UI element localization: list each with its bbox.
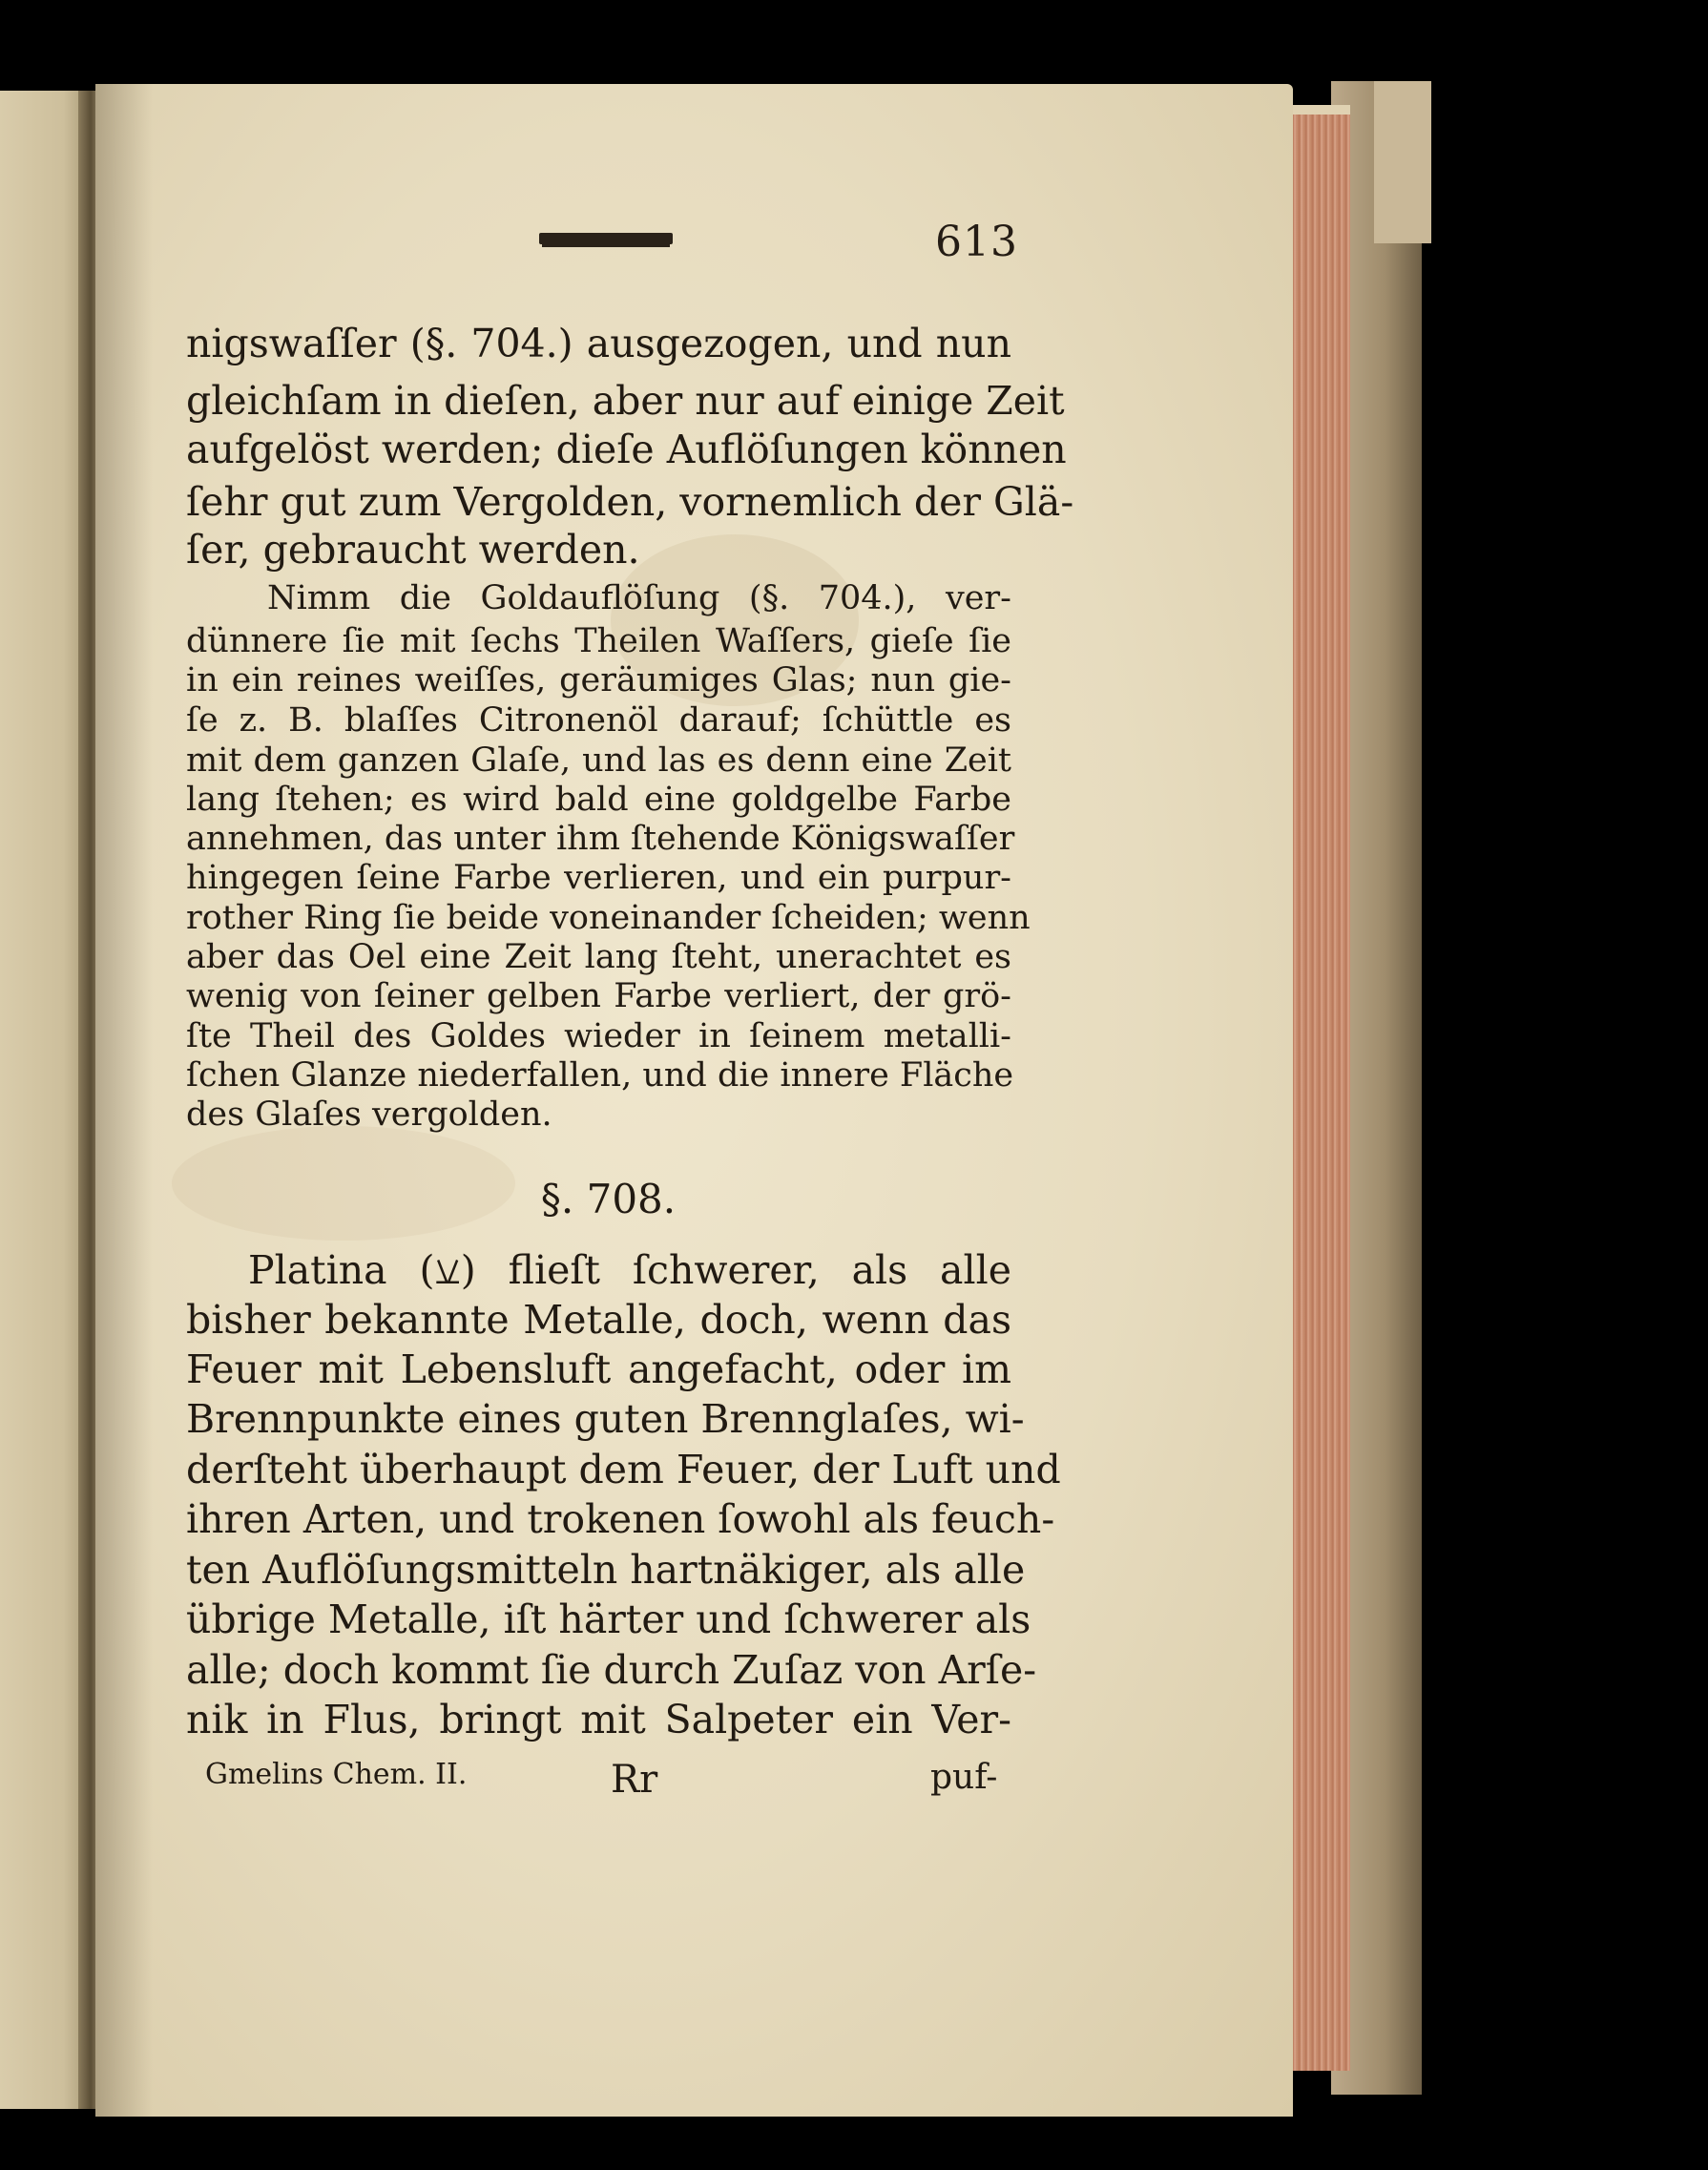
text-line: ten Auflöſungsmitteln hartnäkiger, als alle: [186, 1547, 1026, 1593]
signature-mark: Rr: [611, 1758, 658, 1802]
text-line: mit dem ganzen Glaſe, und las es denn eine Zeit: [186, 741, 1011, 780]
text-line: Feuer mit Lebensluft angefacht, oder im: [186, 1346, 1011, 1392]
text-line: ſer, gebraucht werden.: [186, 527, 640, 573]
text-line: ihren Arten, und trokenen ſowohl als feuch-: [186, 1496, 1055, 1542]
gutter-shadow: [95, 84, 153, 2117]
text-line: aufgelöst werden; dieſe Auflöſungen können: [186, 427, 1067, 472]
text-line: nigswaſſer (§. 704.) ausgezogen, und nun: [186, 321, 1011, 366]
text-line: ſte Theil des Goldes wieder in ſeinem metalli-: [186, 1017, 1011, 1055]
page-number: 613: [935, 218, 1018, 266]
text-line: gleichſam in dieſen, aber nur auf einige Zeit: [186, 378, 1065, 424]
header-ornament-rule: [539, 233, 673, 244]
text-line: rother Ring ſie beide voneinander ſcheiden; wenn: [186, 899, 1031, 937]
text-line: bisher bekannte Metalle, doch, wenn das: [186, 1297, 1011, 1343]
text-line: des Glaſes vergolden.: [186, 1095, 552, 1134]
text-line: in ein reines weiſſes, geräumiges Glas; nun gie-: [186, 661, 1011, 699]
text-line: aber das Oel eine Zeit lang ſteht, unerachtet es: [186, 938, 1011, 976]
text-line: hingegen ſeine Farbe verlieren, und ein purpur-: [186, 859, 1011, 897]
text-line: lang ſtehen; es wird bald eine goldgelbe Farbe: [186, 781, 1011, 819]
text-line: dünnere ſie mit ſechs Theilen Waſſers, gieſe ſie: [186, 622, 1011, 660]
text-line: ſe z. B. blaſſes Citronenöl darauf; ſchüttle es: [186, 701, 1011, 740]
text-line: nik in Flus, bringt mit Salpeter ein Ver-: [186, 1697, 1011, 1742]
text-line: annehmen, das unter ihm ſtehende Königswaſſer: [186, 820, 1015, 858]
left-page-edge: [0, 91, 91, 2109]
text-line: ſchen Glanze niederfallen, und die innere Fläche: [186, 1056, 1014, 1095]
text-line: Brennpunkte eines guten Brennglaſes, wi-: [186, 1396, 1025, 1442]
printer-signature-title: Gmelins Chem. II.: [205, 1758, 468, 1791]
text-line: Nimm die Goldauflöſung (§. 704.), ver-: [267, 579, 1011, 617]
cover-torn-corner: [1374, 81, 1431, 243]
catch-word: puf-: [930, 1758, 998, 1797]
text-line: wenig von ſeiner gelben Farbe verliert, der grö-: [186, 977, 1011, 1015]
text-line: Platina (⚺) flieſt ſchwerer, als alle: [248, 1247, 1011, 1293]
text-line: alle; doch kommt ſie durch Zuſaz von Arſe-: [186, 1647, 1037, 1693]
running-header: [95, 218, 1293, 279]
section-heading: §. 708.: [540, 1176, 677, 1222]
text-line: derſteht überhaupt dem Feuer, der Luft und: [186, 1447, 1061, 1492]
text-line: übrige Metalle, iſt härter und ſchwerer als: [186, 1596, 1031, 1642]
text-line: ſehr gut zum Vergolden, vornemlich der Glä-: [186, 479, 1074, 525]
